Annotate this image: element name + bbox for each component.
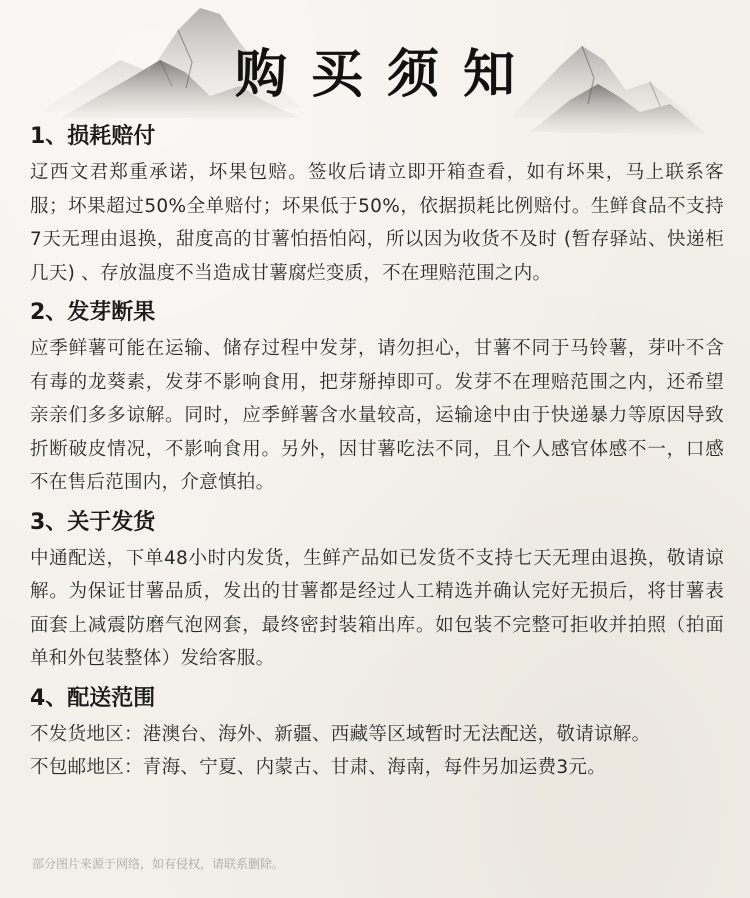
section-text: 中通配送，下单48小时内发货，生鲜产品如已发货不支持七天无理由退换，敬请谅解。为保证甘薯品质，发出的甘薯都是经过人工精选并确认完好无损后，将甘薯表面套上减震防磨气泡网套，最终密封装箱出库。如包装不完整可拒收并拍照（拍面单和外包装整体）发给客服。 <box>30 547 724 669</box>
section-body <box>30 718 724 785</box>
section-heading: 2、发芽断果 <box>30 300 156 325</box>
content <box>30 120 724 791</box>
copyright-notice: 部分图片来源于网络，如有侵权，请联系删除。 <box>32 857 285 871</box>
section-sprouting-breakage <box>30 296 724 500</box>
section-delivery-area <box>30 682 724 785</box>
section-heading: 4、配送范围 <box>30 685 156 711</box>
section-heading: 3、关于发货 <box>30 509 156 535</box>
section-text: 辽西文君郑重承诺，坏果包赔。签收后请立即开箱查看，如有坏果，马上联系客服；坏果超过50%全单赔付；坏果低于50%，依据损耗比例赔付。生鲜食品不支持7天无理由退换，甜度高的甘薯怕捂怕闷，所以因为收货不及时 (暂存驿站、快递柜几天) 、存放温度不当造成甘薯腐烂变质，不在理赔范围之内。 <box>30 162 724 284</box>
extra-shipping-regions: 不包邮地区：青海、宁夏、内蒙古、甘肃、海南，每件另加运费3元。 <box>30 757 607 778</box>
section-damage-compensation <box>30 120 724 290</box>
section-heading: 1、损耗赔付 <box>30 124 156 149</box>
section-text: 应季鲜薯可能在运输、储存过程中发芽，请勿担心，甘薯不同于马铃薯，芽叶不含有毒的龙葵素，发芽不影响食用，把芽掰掉即可。发芽不在理赔范围之内，还希望亲亲们多多谅解。同时，应季鲜薯含水量较高，运输途中由于快递暴力等原因导致折断破皮情况，不影响食用。另外，因甘薯吃法不同，且个人感官体感不一，口感不在售后范围内，介意慎拍。 <box>30 338 724 493</box>
section-shipping <box>30 506 724 676</box>
section-body <box>30 332 724 500</box>
no-delivery-regions: 不发货地区：港澳台、海外、新疆、西藏等区域暂时无法配送，敬请谅解。 <box>30 723 651 745</box>
page-title: 购买须知 <box>234 44 539 105</box>
section-body <box>30 156 724 290</box>
section-body <box>30 542 724 676</box>
